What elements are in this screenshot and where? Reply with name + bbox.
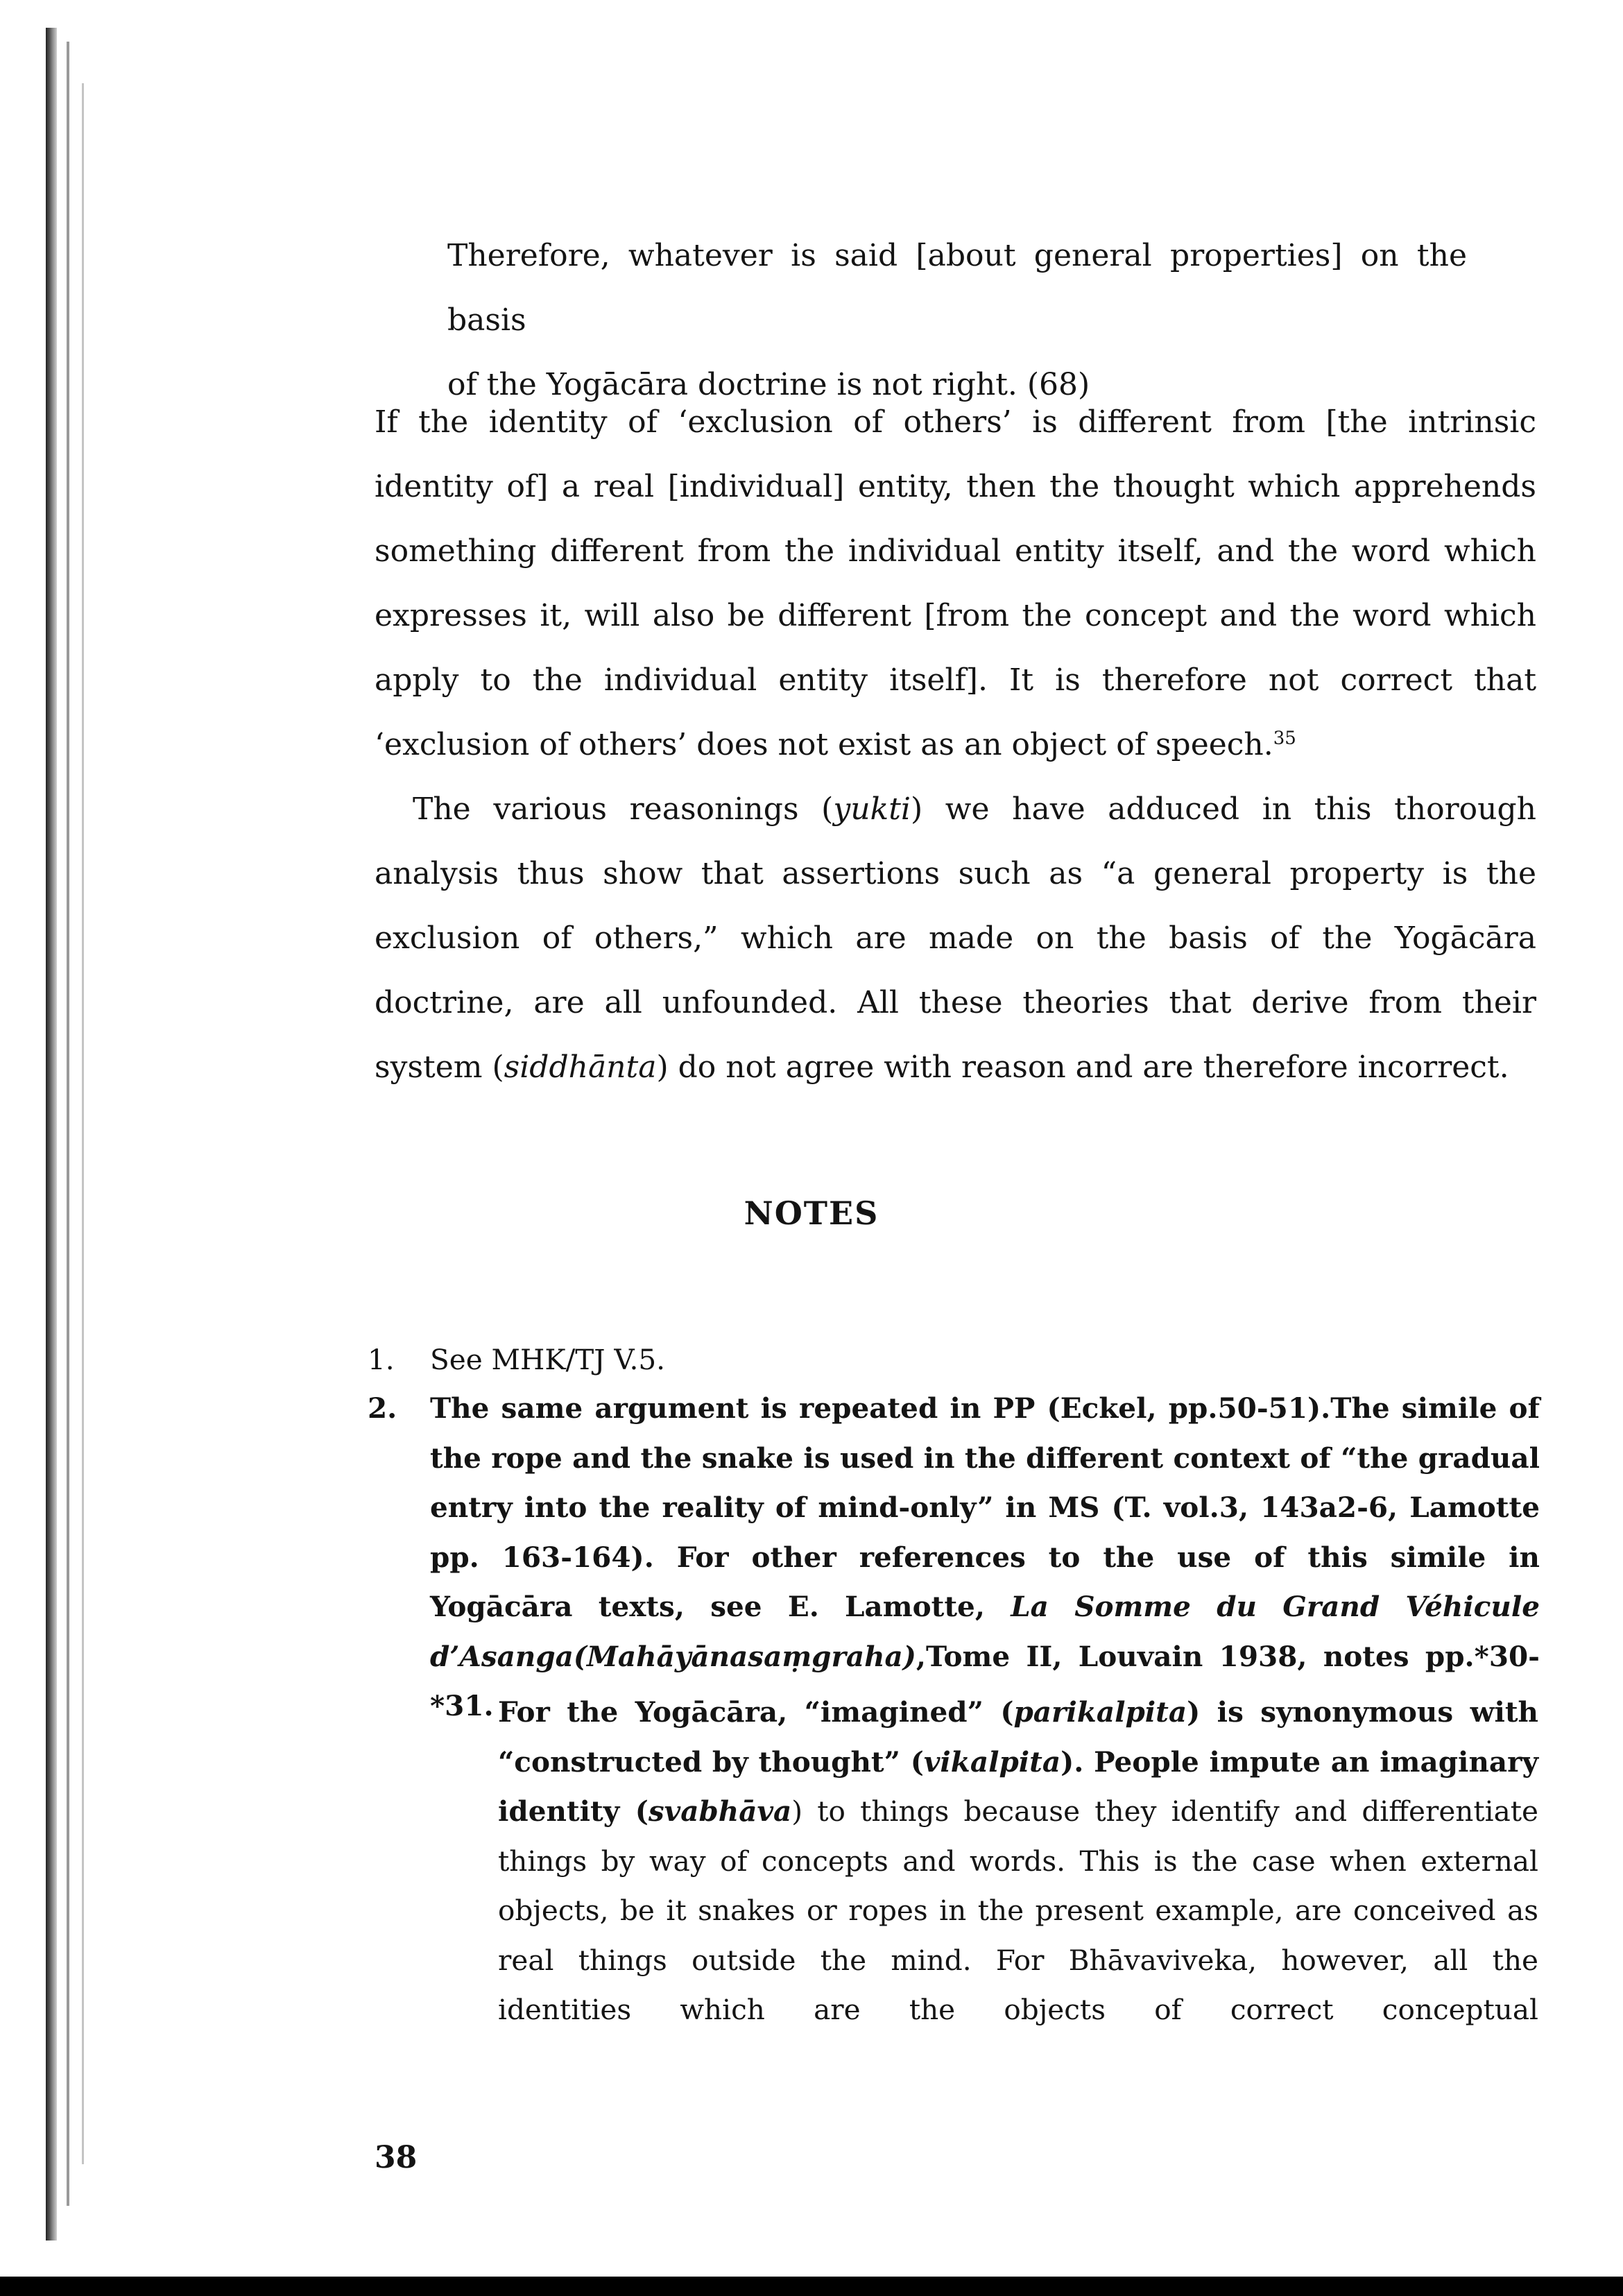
note-2-tail: ,Tome II, Louvain 1938, notes pp.*30-*31. [430,1639,1540,1722]
page-number: 38 [375,2140,418,2175]
term-vikalpita: vikalpita [923,1745,1061,1779]
paragraph-reasonings-conclusion [375,777,1536,1099]
note-2-book-title: La Somme du Grand Véhicule d’Asanga(Mahāyānasaṃgraha) [430,1590,1540,1673]
note-3-text-b: ) is synonymous with “constructed by thought” ( [498,1695,1538,1779]
term-siddhanta: siddhānta [504,1050,657,1085]
paragraph-exclusion-identity [375,390,1536,777]
footnote-ref: 35 [1273,728,1296,749]
verse-quote [447,223,1467,417]
verse-line-1: Therefore, whatever is said [about general properties] on the basis [447,238,1467,338]
paragraph-2-text-c: ) do not agree with reason and are therefore incorrect. [656,1050,1509,1085]
note-2 [368,1384,1540,1731]
scan-bottom-edge [0,2277,1623,2296]
term-parikalpita: parikalpita [1013,1695,1187,1729]
term-yukti: yukti [833,791,911,827]
note-2-number: 2. [368,1391,397,1425]
note-1-text: See MHK/TJ V.5. [430,1343,666,1376]
paragraph-1-text: If the identity of ‘exclusion of others’ is different from [the intrinsic identity of] a real [individual] entity, then the thought which apprehends something different from the individual entity itself, and the word which expresses it, will also be different [from the concept and the word which apply to the individual entity itself]. It is therefore not correct that ‘exclusion of others’ does not exist as an object of speech. [375,404,1536,762]
notes-heading: NOTES [744,1194,879,1232]
note-3-text-a: For the Yogācāra, “imagined” ( [498,1695,1014,1729]
note-2-continuation [498,1688,1538,2035]
scanned-binding-line-faint [82,83,84,2164]
paragraph-2-text-b: ) we have adduced in this thorough analysis thus show that assertions such as “a general property is the exclusion of others,” which are made on the basis of the Yogācāra doctrine, are all unfounded. All these theories that derive from their system ( [375,791,1536,1085]
note-1 [368,1335,1540,1385]
note-3-text-d: ) to things because they identify and differentiate things by way of concepts and words. This is the case when external objects, be it snakes or ropes in the present example, are conceived as real things outside the mind. For Bhāvaviveka, however, all the identities which are the objects of correct conceptual [498,1794,1538,2026]
paragraph-2-text-a: The various reasonings ( [413,791,834,827]
note-2-text: The same argument is repeated in PP (Eckel, pp.50-51).The simile of the rope and the snake is used in the different context of “the gradual entry into the reality of mind-only” in MS (T. vol.3, 143a2-6, Lamotte pp. 163-164). For other references to the use of this simile in Yogācāra texts, see E. Lamotte, [430,1391,1540,1623]
note-3-text-c: ). People impute an imaginary identity ( [498,1745,1539,1828]
verse-line-2: of the Yogācāra doctrine is not right. (68) [447,367,1090,402]
note-1-number: 1. [368,1343,395,1376]
term-svabhava: svabhāva [648,1794,792,1828]
scanned-binding-shadow [46,28,57,2241]
scanned-binding-line [67,42,69,2206]
